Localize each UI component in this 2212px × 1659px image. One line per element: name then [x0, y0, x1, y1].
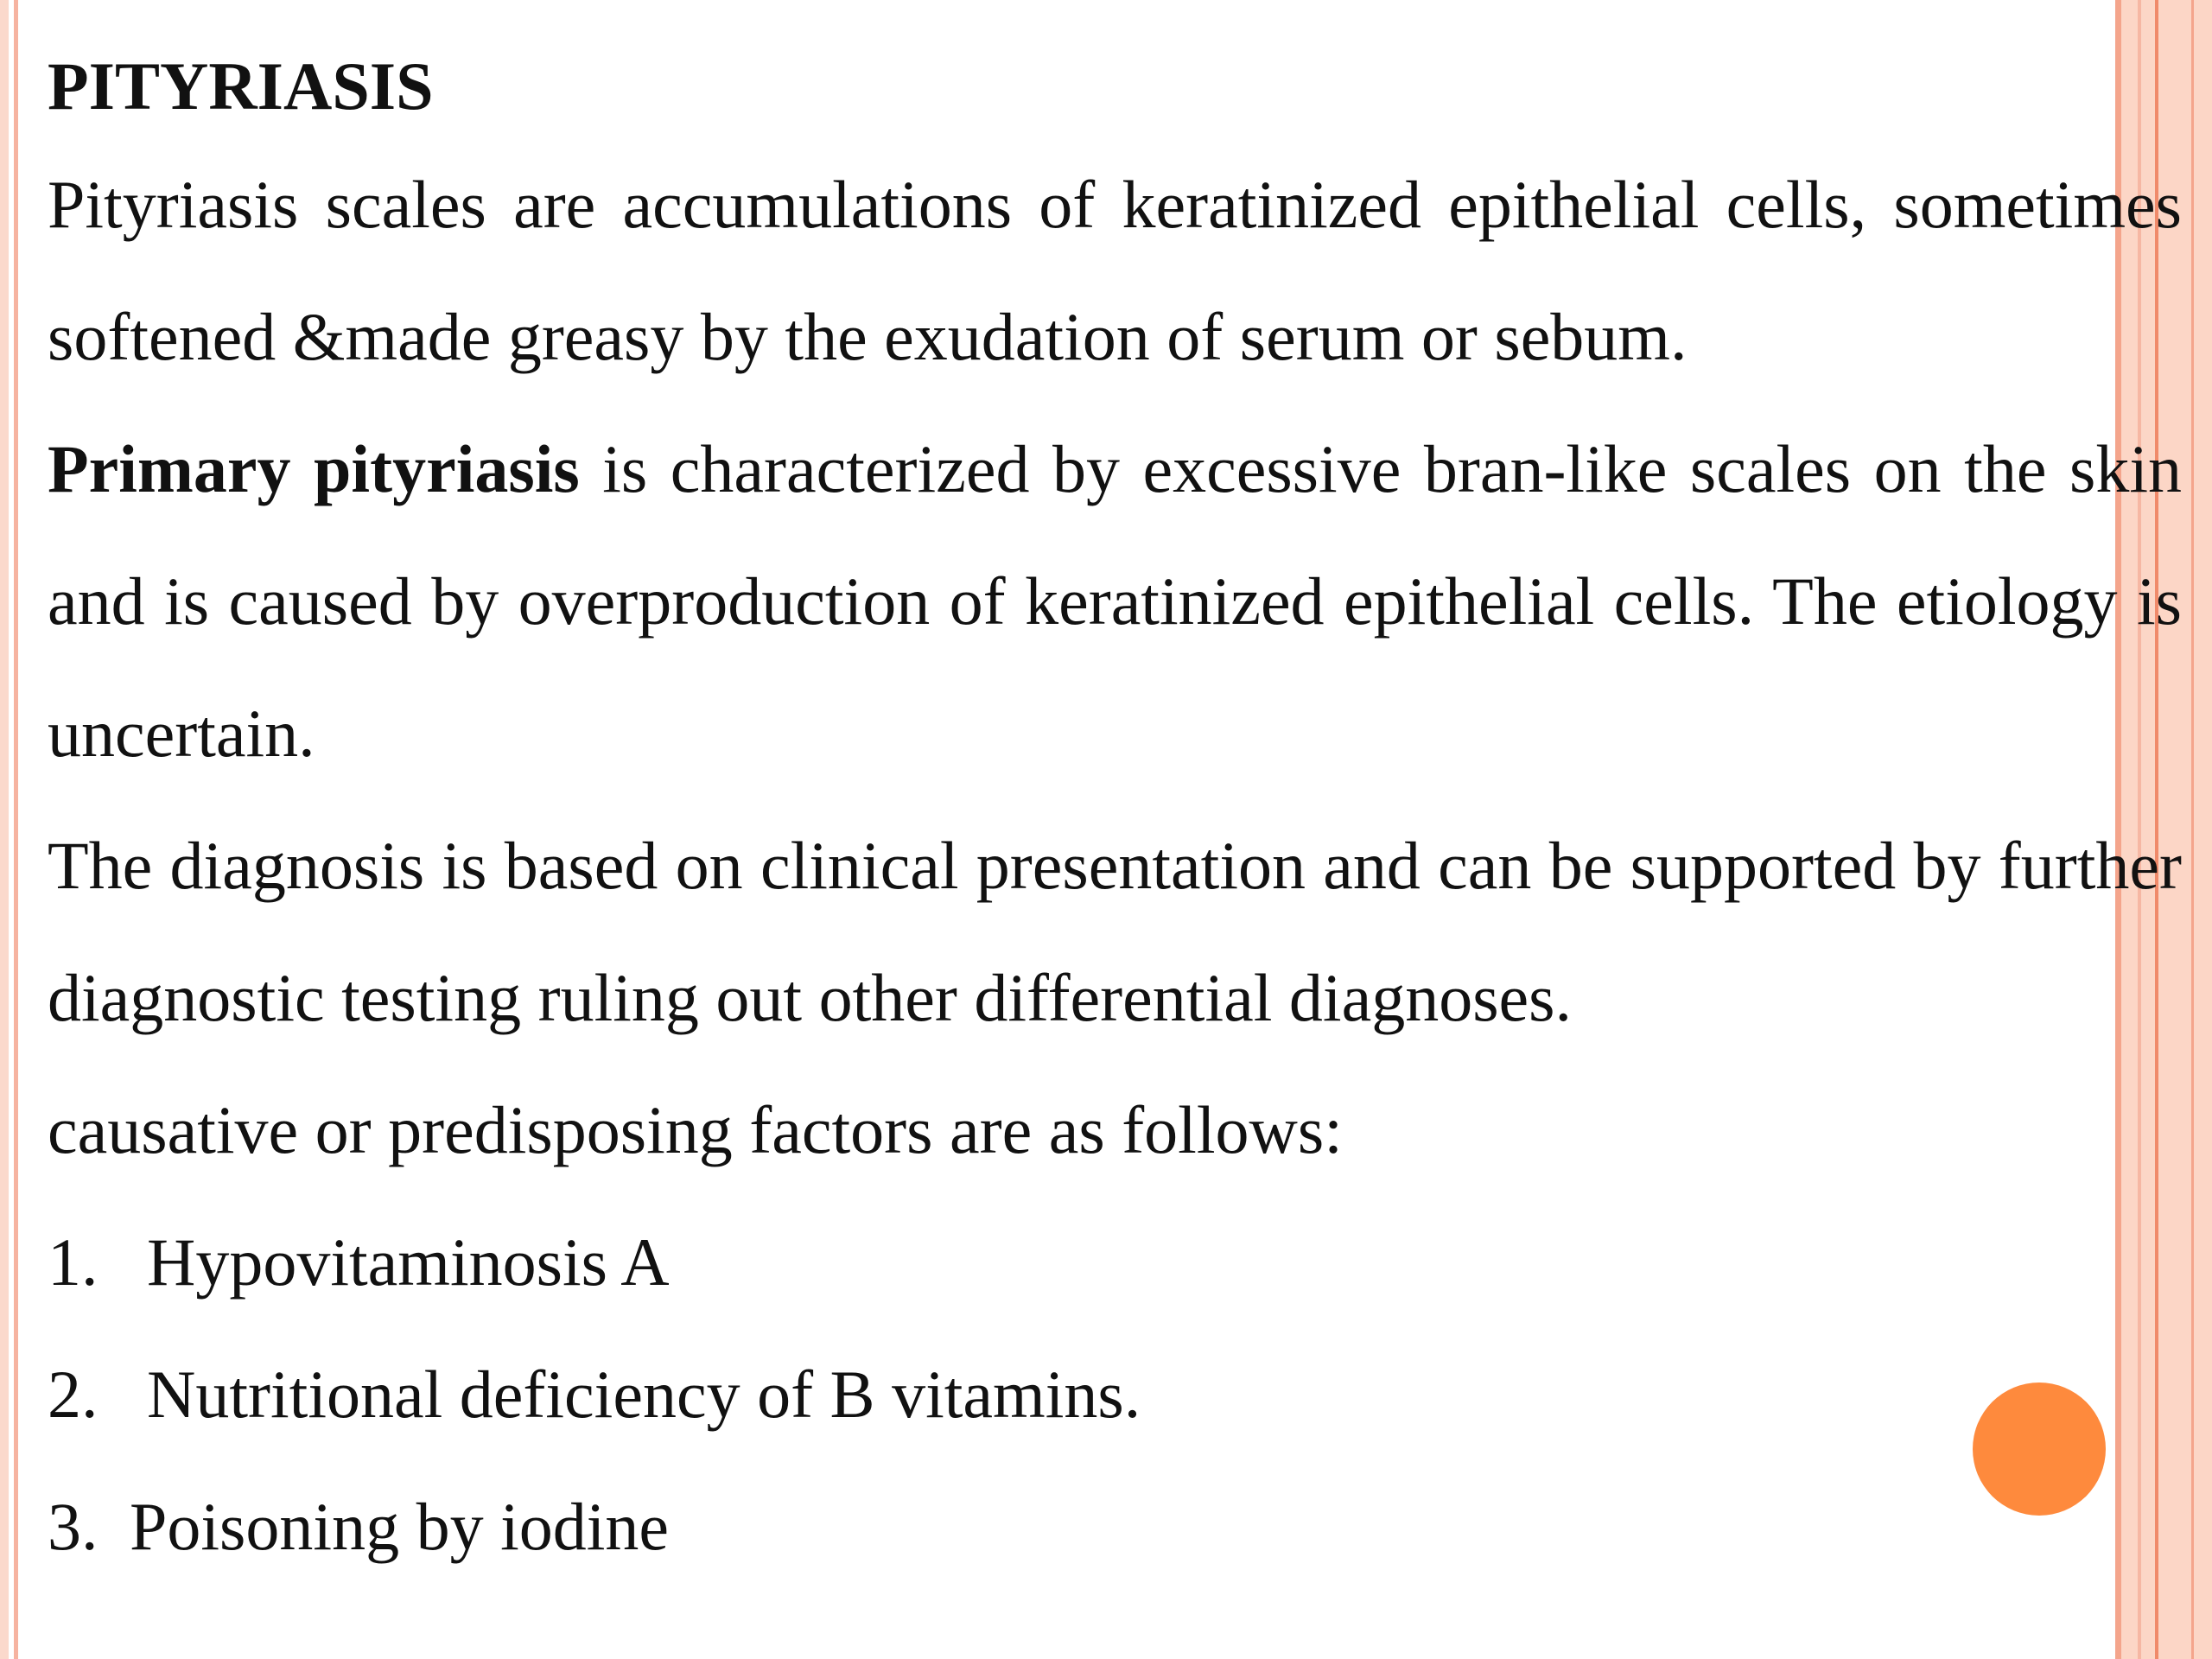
orange-circle-decoration: [1973, 1382, 2106, 1516]
list-text: Nutritional deficiency of B vitamins.: [147, 1357, 1141, 1432]
list-item: [48, 1460, 2182, 1592]
paragraph-primary-pityriasis: [48, 403, 2182, 799]
slide-content: [48, 35, 2182, 1592]
list-number: 3.: [48, 1489, 99, 1564]
left-border-band: [0, 0, 9, 1659]
paragraph-primary-pityriasis-text: is characterized by excessive bran-like scales on the skin and is caused by overproduction of keratinized epithelial cells. The etiology is uncertain.: [48, 431, 2182, 771]
term-primary-pityriasis: Primary pityriasis: [48, 431, 580, 506]
right-border-line: [2191, 0, 2194, 1659]
paragraph-diagnosis: The diagnosis is based on clinical presentation and can be supported by further diagnostic testing ruling out other differential diagnoses.: [48, 828, 2182, 1035]
left-border-line: [14, 0, 18, 1659]
list-number: 2.: [48, 1357, 99, 1432]
list-item: [48, 1328, 2182, 1460]
paragraph-definition: Pityriasis scales are accumulations of keratinized epithelial cells, sometimes softened &made greasy by the exudation of serum or sebum.: [48, 167, 2182, 374]
list-number: 1.: [48, 1224, 99, 1300]
list-item: [48, 1196, 2182, 1328]
list-text: Hypovitaminosis A: [147, 1224, 670, 1300]
paragraph-factors-intro: causative or predisposing factors are as follows:: [48, 1092, 1343, 1167]
slide-title: PITYRIASIS: [48, 48, 434, 124]
list-text: Poisoning by iodine: [130, 1489, 670, 1564]
